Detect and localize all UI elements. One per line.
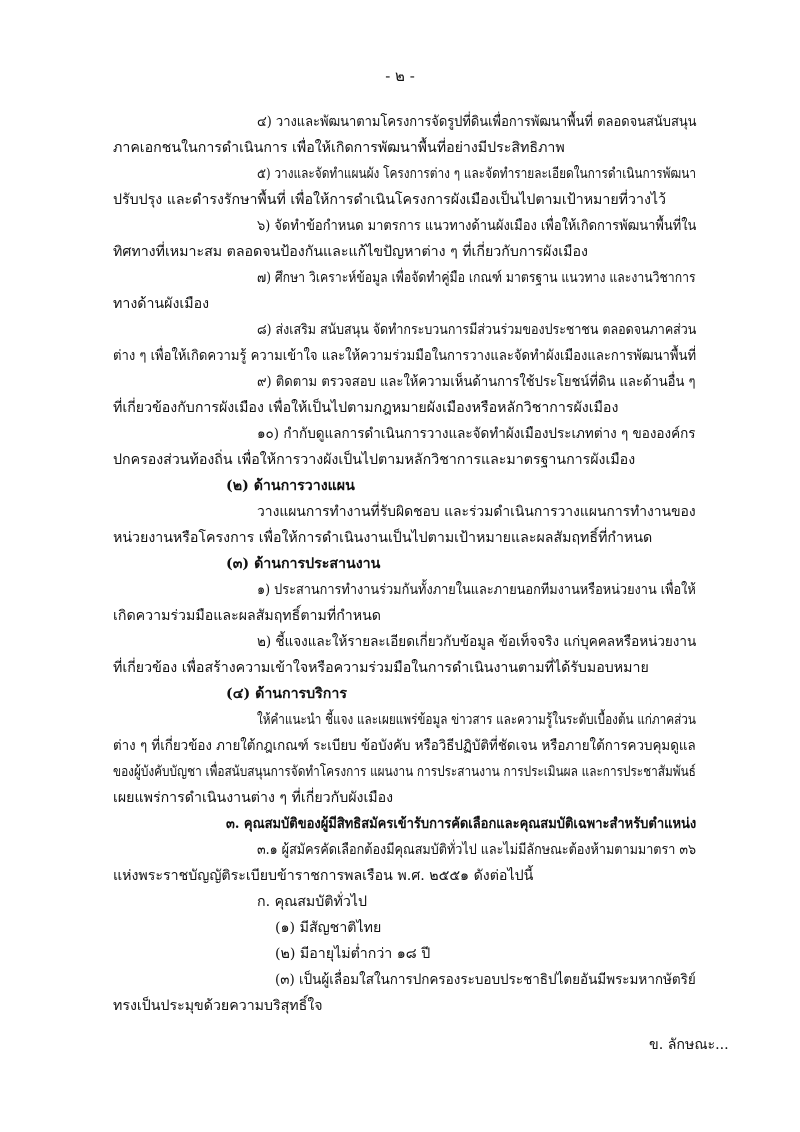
list-item: (๒) มีอายุไม่ต่ำกว่า ๑๘ ปี — [275, 946, 431, 962]
paragraph-line: ต่าง ๆ เพื่อให้เกิดความรู้ ความเข้าใจ และให้ความร่วมมือในการวางและจัดทำผังเมืองและการพัฒนาพื้นที่ — [113, 348, 697, 364]
paragraph-line: หน่วยงานหรือโครงการ เพื่อให้การดำเนินงานเป็นไปตามเป้าหมายและผลสัมฤทธิ์ที่กำหนด — [113, 530, 653, 546]
page-number: - ๒ - — [385, 67, 415, 85]
section-heading: (๒) ด้านการวางแผน — [226, 478, 355, 494]
paragraph-line: ๘) ส่งเสริม สนับสนุน จัดทำกระบวนการมีส่วนร่วมของประชาชน ตลอดจนภาคส่วน — [257, 322, 697, 338]
section-heading: (๓) ด้านการประสานงาน — [226, 556, 381, 572]
paragraph-line: ให้คำแนะนำ ชี้แจง และเผยแพร่ข้อมูล ข่าวสาร และความรู้ในระดับเบื้องต้น แก่ภาคส่วน — [257, 712, 696, 728]
paragraph-line: ๗) ศึกษา วิเคราะห์ข้อมูล เพื่อจัดทำคู่มือ เกณฑ์ มาตรฐาน แนวทาง และงานวิชาการ — [257, 270, 696, 286]
continuation-footer: ข. ลักษณะ... — [649, 1037, 729, 1053]
paragraph-line: ๕) วางและจัดทำแผนผัง โครงการต่าง ๆ และจัดทำรายละเอียดในการดำเนินการพัฒนา — [257, 166, 696, 182]
paragraph-line: ๑๐) กำกับดูแลการดำเนินการวางและจัดทำผังเมืองประเภทต่าง ๆ ขององค์กร — [257, 426, 696, 442]
paragraph-line: ๙) ติดตาม ตรวจสอบ และให้ความเห็นด้านการใช้ประโยชน์ที่ดิน และด้านอื่น ๆ — [257, 374, 696, 390]
paragraph-line: ๓.๑ ผู้สมัครคัดเลือกต้องมีคุณสมบัติทั่วไป และไม่มีลักษณะต้องห้ามตามมาตรา ๓๖ — [257, 842, 697, 858]
paragraph-line: ของผู้บังคับบัญชา เพื่อสนับสนุนการจัดทำโครงการ แผนงาน การประสานงาน การประเมินผล และการประชาสัมพันธ์ — [113, 764, 696, 780]
list-item: (๑) มีสัญชาติไทย — [275, 920, 382, 936]
paragraph-line: ทางด้านผังเมือง — [113, 296, 210, 312]
paragraph-line: ๔) วางและพัฒนาตามโครงการจัดรูปที่ดินเพื่อการพัฒนาพื้นที่ ตลอดจนสนับสนุน — [257, 114, 697, 130]
paragraph-line: ต่าง ๆ ที่เกี่ยวข้อง ภายใต้กฎเกณฑ์ ระเบียบ ข้อบังคับ หรือวิธีปฏิบัติที่ชัดเจน หรือภายใต้การควบคุมดูแล — [113, 738, 696, 754]
paragraph-line: ที่เกี่ยวข้อง เพื่อสร้างความเข้าใจหรือความร่วมมือในการดำเนินงานตามที่ได้รับมอบหมาย — [113, 660, 649, 676]
paragraph-line: ทรงเป็นประมุขด้วยความบริสุทธิ์ใจ — [113, 998, 323, 1014]
paragraph-line: ทิศทางที่เหมาะสม ตลอดจนป้องกันและแก้ไขปัญหาต่าง ๆ ที่เกี่ยวกับการผังเมือง — [113, 244, 588, 260]
main-section-heading: ๓. คุณสมบัติของผู้มีสิทธิสมัครเข้ารับการคัดเลือกและคุณสมบัติเฉพาะสำหรับตำแหน่ง — [226, 816, 697, 832]
paragraph-line: ที่เกี่ยวข้องกับการผังเมือง เพื่อให้เป็นไปตามกฎหมายผังเมืองหรือหลักวิชาการผังเมือง — [113, 400, 619, 416]
paragraph-line: เผยแพร่การดำเนินงานต่าง ๆ ที่เกี่ยวกับผังเมือง — [113, 790, 394, 806]
paragraph-line: ปรับปรุง และดำรงรักษาพื้นที่ เพื่อให้การดำเนินโครงการผังเมืองเป็นไปตามเป้าหมายที่วางไว้ — [113, 192, 667, 208]
section-heading: (๔) ด้านการบริการ — [226, 686, 347, 702]
list-item: (๓) เป็นผู้เลื่อมใสในการปกครองระบอบประชาธิปไตยอันมีพระมหากษัตริย์ — [275, 972, 696, 988]
paragraph-line: เกิดความร่วมมือและผลสัมฤทธิ์ตามที่กำหนด — [113, 608, 382, 624]
paragraph-line: ปกครองส่วนท้องถิ่น เพื่อให้การวางผังเป็นไปตามหลักวิชาการและมาตรฐานการผังเมือง — [113, 452, 636, 468]
paragraph-line: ๑) ประสานการทำงานร่วมกันทั้งภายในและภายนอกทีมงานหรือหน่วยงาน เพื่อให้ — [257, 582, 696, 598]
paragraph-line: ๒) ชี้แจงและให้รายละเอียดเกี่ยวกับข้อมูล ข้อเท็จจริง แก่บุคคลหรือหน่วยงาน — [257, 634, 697, 650]
paragraph-line: วางแผนการทำงานที่รับผิดชอบ และร่วมดำเนินการวางแผนการทำงานของ — [257, 504, 696, 520]
paragraph-line: ภาคเอกชนในการดำเนินการ เพื่อให้เกิดการพัฒนาพื้นที่อย่างมีประสิทธิภาพ — [113, 140, 565, 156]
paragraph-line: แห่งพระราชบัญญัติระเบียบข้าราชการพลเรือน พ.ศ. ๒๕๕๑ ดังต่อไปนี้ — [113, 868, 534, 884]
subsection-label: ก. คุณสมบัติทั่วไป — [257, 894, 367, 910]
paragraph-line: ๖) จัดทำข้อกำหนด มาตรการ แนวทางด้านผังเมือง เพื่อให้เกิดการพัฒนาพื้นที่ใน — [257, 218, 697, 234]
